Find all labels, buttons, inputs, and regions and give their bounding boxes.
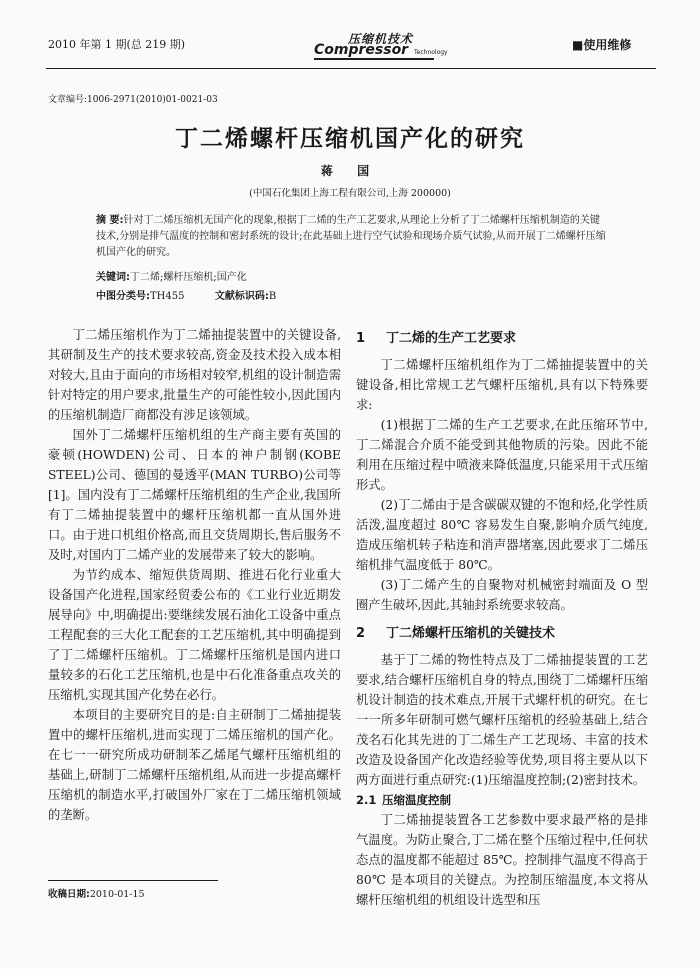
section-number: 1 [356, 331, 366, 346]
body-paragraph: 国外丁二烯螺杆压缩机组的生产商主要有英国的豪顿(HOWDEN)公司、日本的神户制钢(KOBE STEEL)公司、德国的曼透平(MAN TURBO)公司等[1]。国内没有丁二烯螺杆压缩机组的生产企业,我国所有丁二烯抽提装置中的螺杆压缩机都一直从国外进口。由于进口机组价格高,而且交货周期长,售后服务不及时,对国内丁二烯产业的发展带来了较大的影响。 [48, 428, 341, 562]
section-number: 2 [356, 626, 366, 641]
clc-label: 中图分类号: [96, 291, 150, 302]
received-value: 2010-01-15 [89, 889, 145, 900]
keywords-label: 关键词: [96, 272, 130, 283]
body-paragraph: 丁二烯压缩机作为丁二烯抽提装置中的关键设备,其研制及生产的技术要求较高,资金及技术投入成本相对较大,且由于面向的市场相对较窄,机组的设计制造需针对特定的用户要求,批量生产的可能性较小,因此国内的压缩机制造厂商都没有涉足该领域。 [48, 328, 341, 422]
section-heading-2 [356, 624, 648, 644]
section-title: 丁二烯的生产工艺要求 [386, 331, 517, 346]
section-title: 丁二烯螺杆压缩机的关键技术 [386, 626, 556, 641]
classification [96, 287, 276, 302]
clc-value: TH455 [150, 291, 185, 302]
subsection-heading-2-1 [356, 790, 648, 810]
body-paragraph: 丁二烯螺杆压缩机组作为丁二烯抽提装置中的关键设备,相比常规工艺气螺杆压缩机,具有以下特殊要求: [356, 358, 648, 412]
left-column [48, 325, 341, 825]
logo-subtitle: Technology [414, 49, 448, 56]
footnote-rule [48, 880, 218, 881]
subsection-number: 2.1 [356, 793, 377, 807]
right-column [356, 329, 648, 910]
body-paragraph: (2)丁二烯由于是含碳碳双键的不饱和烃,化学性质活泼,温度超过 80℃ 容易发生自聚,影响介质气纯度,造成压缩机转子粘连和消声器堵塞,因此要求丁二烯压缩机排气温度低于 80℃。 [356, 498, 648, 572]
body-paragraph: 丁二烯抽提装置各工艺参数中要求最严格的是排气温度。为防止聚合,丁二烯在整个压缩过程中,任何状态点的温度都不能超过 85℃。控制排气温度不得高于 80℃ 是本项目的关键点。为控制压缩温度,本文将从螺杆压缩机组的机组设计选型和压 [356, 813, 648, 907]
journal-logo [314, 30, 448, 64]
received-date [48, 886, 145, 900]
abstract-text: 针对丁二烯压缩机无国产化的现象,根据丁二烯的生产工艺要求,从理论上分析了丁二烯螺杆压缩机制造的关键技术,分别是排气温度的控制和密封系统的设计;在此基础上进行空气试验和现场介质气试验,从而开展丁二烯螺杆压缩机国产化的研究。 [96, 215, 606, 258]
section-tag: ■使用维修 [572, 38, 632, 52]
header-rule [46, 68, 656, 69]
author: 蒋 国 [320, 164, 380, 178]
affiliation: (中国石化集团上海工程有限公司,上海 200000) [249, 188, 451, 199]
logo-chinese: 压缩机技术 [348, 32, 414, 46]
article-number: 文章编号:1006-2971(2010)01-0021-03 [48, 95, 218, 105]
logo-english: Compressor [314, 42, 409, 58]
abstract [96, 213, 606, 261]
doc-code-value: B [268, 291, 277, 302]
doc-code-label: 文献标识码: [214, 291, 269, 302]
subsection-title: 压缩温度控制 [382, 793, 451, 807]
keywords-text: 丁二烯;螺杆压缩机;国产化 [130, 272, 247, 283]
keywords [96, 268, 247, 283]
body-paragraph: (3)丁二烯产生的自聚物对机械密封端面及 O 型圈产生破坏,因此,其轴封系统要求较高。 [356, 578, 648, 612]
logo-underline [314, 58, 434, 60]
body-paragraph: 本项目的主要研究目的是:自主研制丁二烯抽提装置中的螺杆压缩机,进而实现丁二烯压缩机的国产化。在七一一研究所成功研制苯乙烯尾气螺杆压缩机组的基础上,研制丁二烯螺杆压缩机组,从而进一步提高螺杆压缩机的制造水平,打破国外厂家在丁二烯压缩机领域的垄断。 [48, 708, 341, 822]
paper-title: 丁二烯螺杆压缩机国产化的研究 [175, 125, 525, 152]
section-heading-1 [356, 329, 648, 349]
abstract-label: 摘 要: [96, 215, 124, 226]
body-paragraph: 为节约成本、缩短供货周期、推进石化行业重大设备国产化进程,国家经贸委公布的《工业行业近期发展导向》中,明确提出:要继续发展石油化工设备中重点工程配套的三大化工配套的工艺压缩机,其中明确提到了丁二烯螺杆压缩机。丁二烯螺杆压缩机是国内进口量较多的石化工艺压缩机,也是中石化准备重点攻关的压缩机,实现其国产化势在必行。 [48, 568, 341, 702]
body-paragraph: (1)根据丁二烯的生产工艺要求,在此压缩环节中,丁二烯混合介质不能受到其他物质的污染。因此不能利用在压缩过程中喷液来降低温度,只能采用干式压缩形式。 [356, 418, 648, 492]
body-paragraph: 基于丁二烯的物性特点及丁二烯抽提装置的工艺要求,结合螺杆压缩机自身的特点,围绕丁二烯螺杆压缩机设计制造的技术难点,开展干式螺杆机的研究。在七一一所多年研制可燃气螺杆压缩机的经验基础上,结合茂名石化其先进的丁二烯生产工艺现场、丰富的技术改造及设备国产化改造经验等优势,项目将主要从以下两方面进行重点研究:(1)压缩温度控制;(2)密封技术。 [356, 653, 648, 787]
issue-info: 2010 年第 1 期(总 219 期) [48, 38, 186, 51]
received-label: 收稿日期: [48, 889, 90, 900]
